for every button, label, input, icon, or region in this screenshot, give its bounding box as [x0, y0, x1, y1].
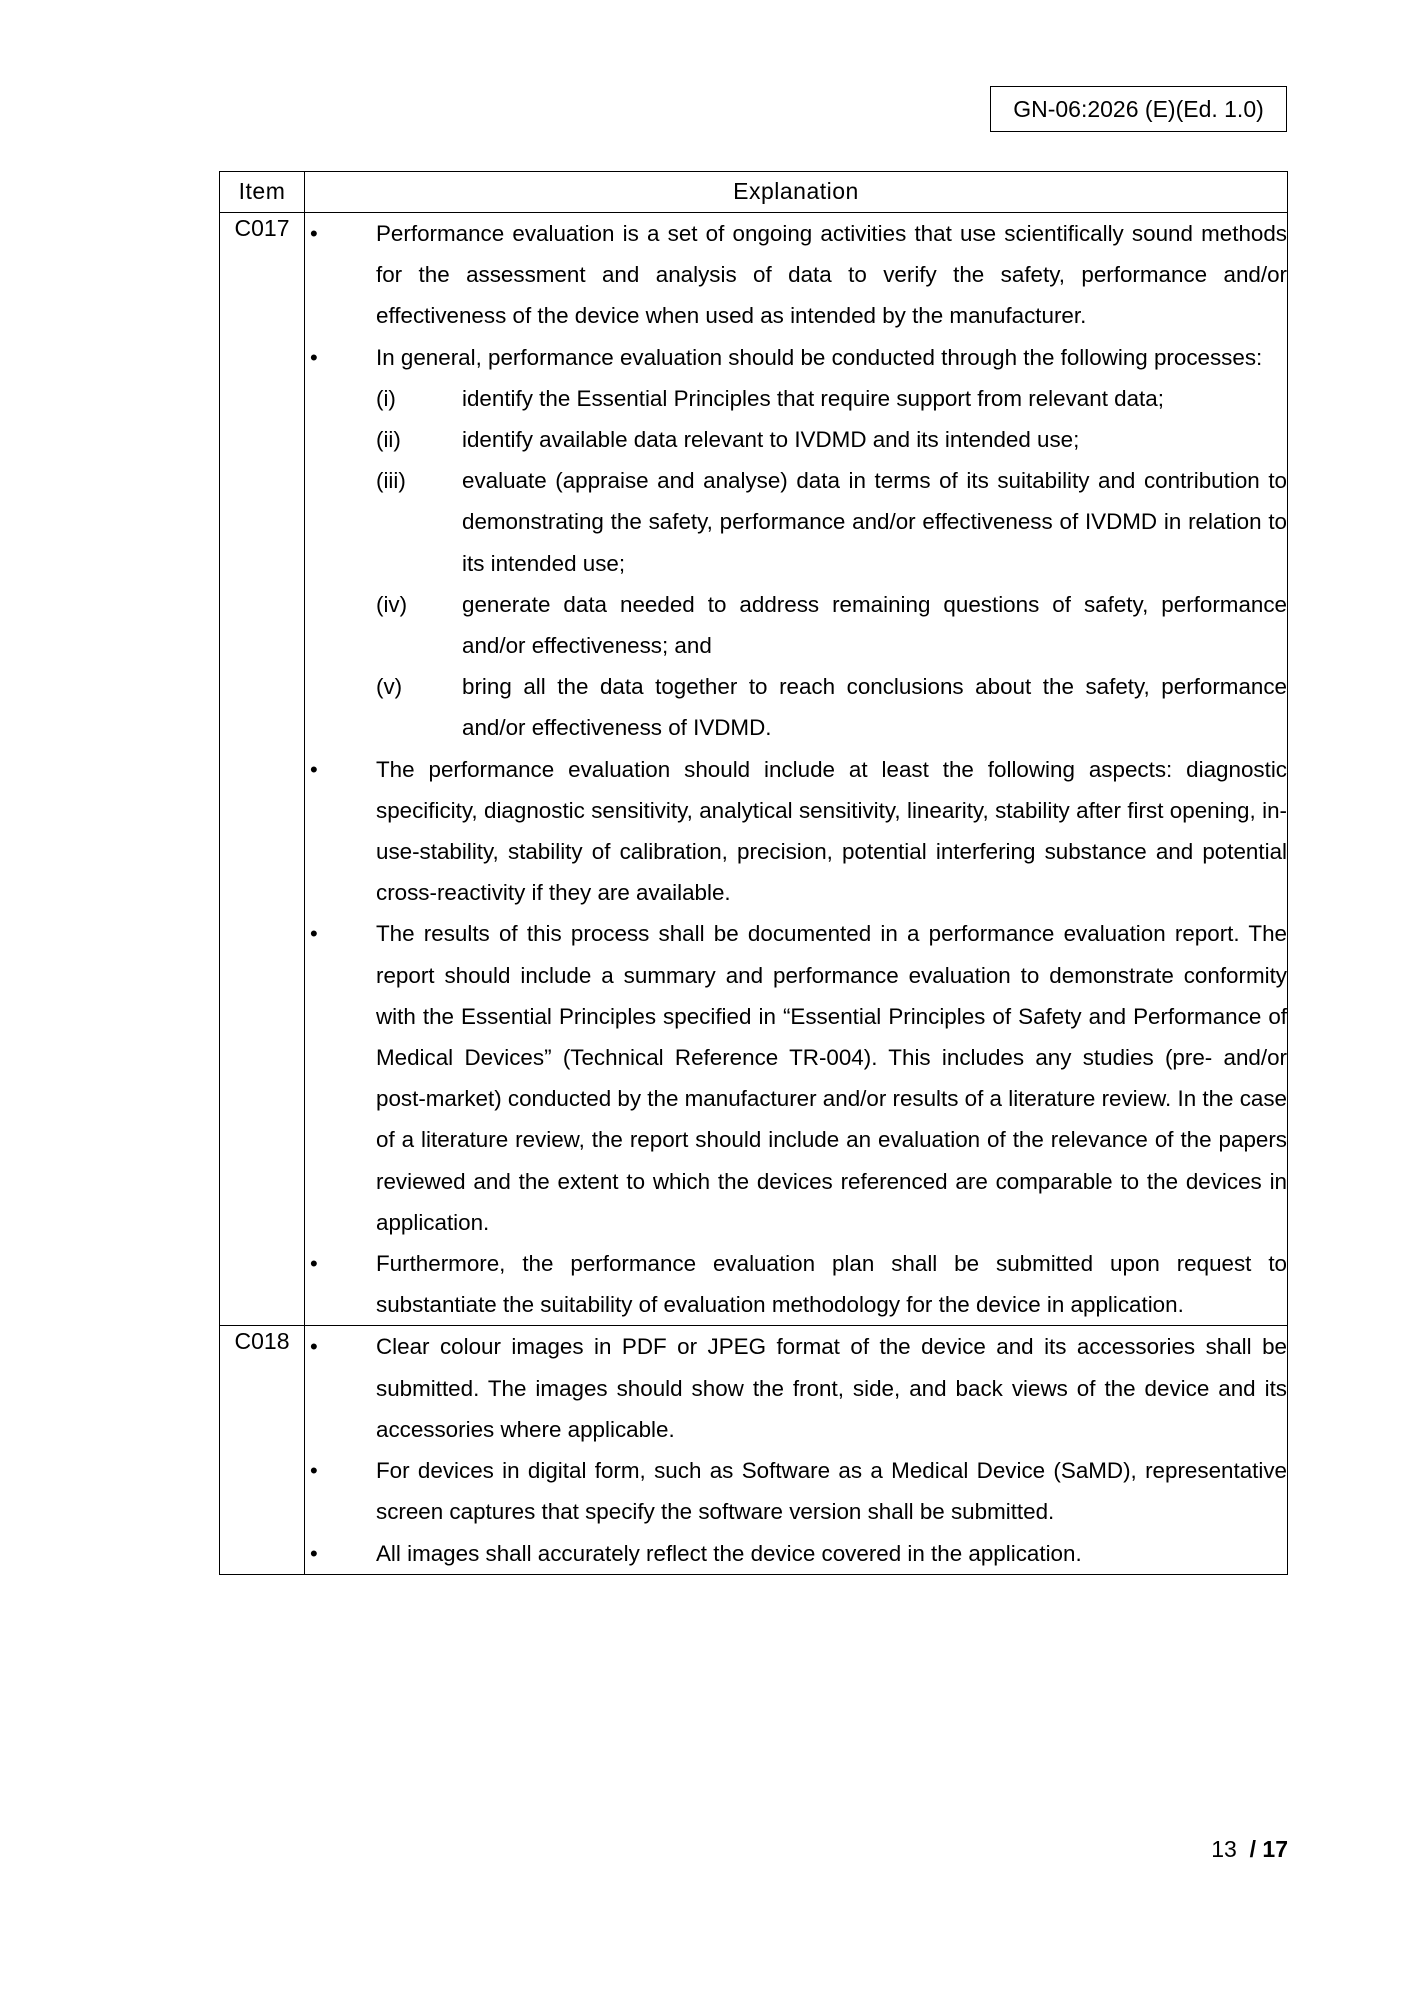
bullet-icon: •: [310, 756, 318, 782]
bullet-icon: •: [310, 344, 318, 370]
bullet-text: Clear colour images in PDF or JPEG format of the device and its accessories shall be submitted. The images should show the front, side, and back views of the device and its accessories where applicable.: [376, 1334, 1287, 1442]
bullet-item: [305, 749, 1287, 914]
sub-item: [305, 419, 1287, 460]
bullet-icon: •: [310, 221, 318, 246]
bullet-text: In general, performance evaluation should be conducted through the following processes:: [376, 344, 1263, 370]
bullet-item: [305, 1326, 1287, 1450]
column-header-explanation: Explanation: [305, 172, 1288, 213]
table-row-c018: [220, 1326, 1288, 1574]
bullet-text: The performance evaluation should include at least the following aspects: diagnostic specificity, diagnostic sensitivity, analytical sensitivity, linearity, stability after first opening, in-use-stability, stability of calibration, precision, potential interfering substance and potential cross-reactivity if they are available.: [376, 756, 1287, 906]
page-number: [1211, 1836, 1288, 1863]
sub-item-number: (i): [376, 385, 396, 411]
column-header-item: Item: [220, 172, 305, 213]
page-total: / 17: [1249, 1836, 1288, 1862]
sub-item: [305, 584, 1287, 666]
sub-item: [305, 378, 1287, 419]
table-row-c017: [220, 213, 1288, 1326]
item-code: C017: [220, 213, 305, 1326]
sub-item-text: evaluate (appraise and analyse) data in terms of its suitability and contribution to demonstrating the safety, performance and/or effectiveness of IVDMD in relation to its intended use;: [462, 468, 1287, 576]
bullet-icon: •: [310, 1334, 318, 1360]
sub-item-text: identify the Essential Principles that require support from relevant data;: [462, 385, 1164, 411]
explanation-cell: [305, 1326, 1288, 1574]
bullet-icon: •: [310, 1540, 318, 1566]
sub-item-number: (v): [376, 674, 403, 700]
sub-item: [305, 460, 1287, 584]
bullet-text: All images shall accurately reflect the device covered in the application.: [376, 1540, 1082, 1566]
sub-item-number: (iii): [376, 468, 406, 494]
bullet-item: [305, 913, 1287, 1243]
document-reference: GN-06:2026 (E)(Ed. 1.0): [990, 86, 1287, 132]
sub-item-number: (ii): [376, 427, 401, 453]
bullet-text: The results of this process shall be documented in a performance evaluation report. The report should include a summary and performance evaluation to demonstrate conformity with the Essential Principles specified in “Essential Principles of Safety and Performance of Medical Devices” (Technical Reference TR-004). This includes any studies (pre- and/or post-market) conducted by the manufacturer and/or results of a literature review. In the case of a literature review, the report should include an evaluation of the relevance of the papers reviewed and the extent to which the devices referenced are comparable to the devices in application.: [376, 921, 1288, 1235]
sub-item-text: identify available data relevant to IVDMD and its intended use;: [462, 427, 1080, 453]
bullet-text: For devices in digital form, such as Software as a Medical Device (SaMD), representative screen captures that specify the software version shall be submitted.: [376, 1458, 1287, 1525]
table-header-row: [220, 172, 1288, 213]
sub-item-text: generate data needed to address remaining questions of safety, performance and/or effectiveness; and: [462, 591, 1287, 659]
explanation-cell: [305, 213, 1288, 1326]
bullet-text: Performance evaluation is a set of ongoing activities that use scientifically sound methods for the assessment and analysis of data to verify the safety, performance and/or effectiveness of the device when used as intended by the manufacturer.: [376, 221, 1287, 329]
bullet-item: [305, 1243, 1287, 1325]
bullet-icon: •: [310, 921, 318, 947]
bullet-item: [305, 337, 1287, 378]
sub-item-number: (iv): [376, 591, 408, 617]
page-current: 13: [1211, 1836, 1237, 1862]
sub-item: [305, 666, 1287, 748]
explanation-table: [219, 171, 1288, 1575]
bullet-item: [305, 1533, 1287, 1574]
bullet-item: [305, 213, 1287, 337]
item-code: C018: [220, 1326, 305, 1574]
bullet-icon: •: [310, 1251, 318, 1277]
bullet-text: Furthermore, the performance evaluation plan shall be submitted upon request to substantiate the suitability of evaluation methodology for the device in application.: [376, 1251, 1287, 1318]
bullet-item: [305, 1450, 1287, 1532]
bullet-icon: •: [310, 1458, 318, 1484]
sub-item-text: bring all the data together to reach conclusions about the safety, performance and/or effectiveness of IVDMD.: [462, 674, 1287, 741]
